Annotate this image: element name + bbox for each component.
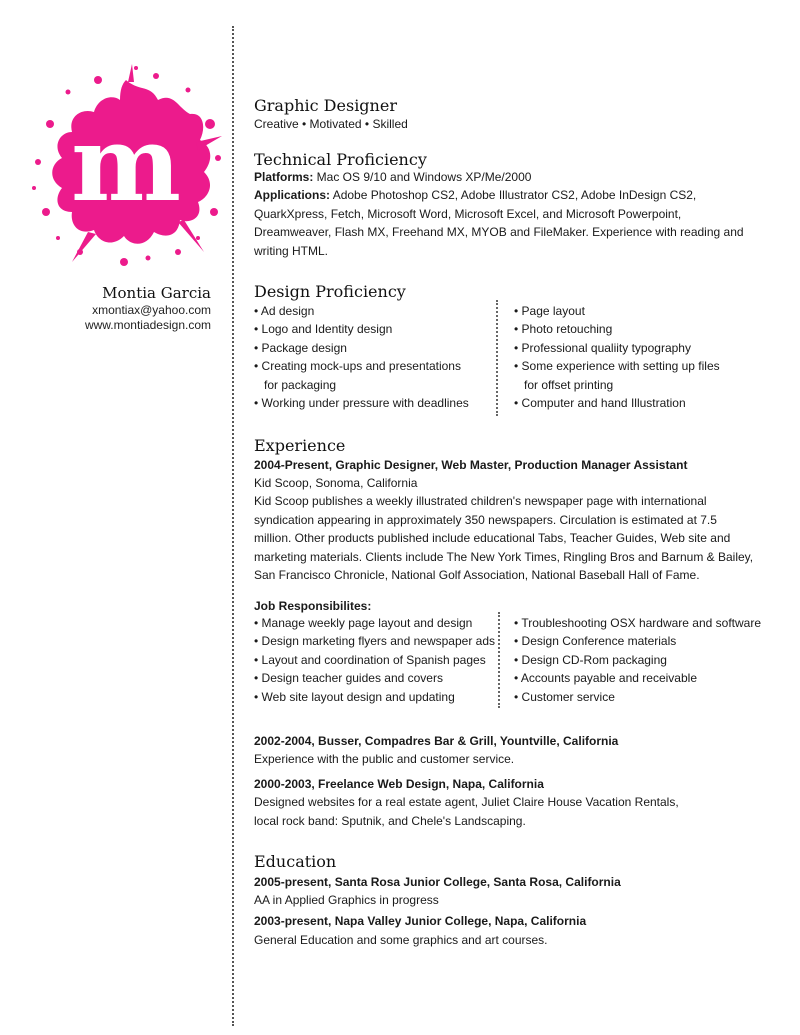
list-item: • Working under pressure with deadlines xyxy=(254,396,469,411)
list-item: • Manage weekly page layout and design xyxy=(254,616,473,630)
responsibilities-heading: Job Responsibilites: xyxy=(254,599,372,613)
list-item: • Accounts payable and receivable xyxy=(514,671,697,686)
job3-title: 2000-2003, Freelance Web Design, Napa, California xyxy=(254,777,544,791)
list-item: for offset printing xyxy=(514,377,614,392)
edu2-title: 2003-present, Napa Valley Junior College, Napa, California xyxy=(254,914,587,928)
list-item: • Design CD-Rom packaging xyxy=(514,652,667,667)
education-heading: Education xyxy=(254,852,337,871)
list-item: • Photo retouching xyxy=(514,322,613,337)
list-item: • Page layout xyxy=(514,304,585,318)
list-item: • Troubleshooting OSX hardware and software xyxy=(514,616,762,630)
column-divider xyxy=(496,300,498,416)
person-name: Montia Garcia xyxy=(102,284,211,302)
list-item: • Layout and coordination of Spanish pages xyxy=(254,652,486,667)
list-item: • Computer and hand Illustration xyxy=(514,396,686,411)
edu1-title: 2005-present, Santa Rosa Junior College, Santa Rosa, California xyxy=(254,875,621,889)
tagline: Creative • Motivated • Skilled xyxy=(254,117,408,131)
job1-title: 2004-Present, Graphic Designer, Web Master, Production Manager Assistant xyxy=(254,458,688,472)
edu2-description: General Education and some graphics and art courses. xyxy=(254,933,548,947)
column-divider xyxy=(498,612,500,708)
vertical-divider xyxy=(232,26,234,1026)
responsibilities-list-left xyxy=(254,614,495,706)
applications-value: Adobe Photoshop CS2, Adobe Illustrator CS2, Adobe InDesign CS2, QuarkXpress, Fetch, Microsoft Word, Microsoft Excel, and Microsoft Powerpoint, Dreamweaver, Flash MX, Freehand MX, MYOB and FileMaker. Experience with reading and writing HTML. xyxy=(254,188,744,258)
platforms-value: Mac OS 9/10 and Windows XP/Me/2000 xyxy=(313,170,532,184)
website-url: www.montiadesign.com xyxy=(84,318,211,332)
list-item: • Design teacher guides and covers xyxy=(254,671,443,686)
list-item: • Package design xyxy=(254,340,347,355)
list-item: • Some experience with setting up files xyxy=(514,359,720,374)
list-item: for packaging xyxy=(254,377,337,392)
list-item: • Logo and Identity design xyxy=(254,322,393,337)
applications-label: Applications: xyxy=(254,188,331,202)
job1-description: Kid Scoop publishes a weekly illustrated children's newspaper page with international syndication appearing in approximately 350 newspapers. Circulation is estimated at 7.5 million. Other products published include educational Tabs, Teacher Guides, Web site and marketing materials. Clients include The New York Times, Ringling Bros and Barnum & Bailey, San Francisco Chronicle, National Golf Association, National Baseball Hall of Fame. xyxy=(254,494,754,583)
job1-company: Kid Scoop, Sonoma, California xyxy=(254,476,418,490)
job3-description: Designed websites for a real estate agent, Juliet Claire House Vacation Rentals, local rock band: Sputnik, and Chele's Landscaping. xyxy=(254,795,679,828)
design-heading: Design Proficiency xyxy=(254,282,406,301)
edu1-description: AA in Applied Graphics in progress xyxy=(254,893,439,907)
list-item: • Design marketing flyers and newspaper ads xyxy=(254,634,495,649)
list-item: • Ad design xyxy=(254,304,315,318)
logo-letter: m xyxy=(70,102,182,225)
platforms-label: Platforms: xyxy=(254,170,314,184)
platforms-line xyxy=(254,168,744,187)
technical-heading: Technical Proficiency xyxy=(254,150,427,169)
logo-splat-icon xyxy=(28,62,224,272)
list-item: • Web site layout design and updating xyxy=(254,689,455,704)
experience-heading: Experience xyxy=(254,436,346,455)
list-item: • Customer service xyxy=(514,689,615,704)
list-item: • Design Conference materials xyxy=(514,634,677,649)
list-item: • Professional qualiity typography xyxy=(514,340,691,355)
email-address: xmontiax@yahoo.com xyxy=(92,303,211,317)
responsibilities-list-right xyxy=(514,614,761,706)
job-title-heading: Graphic Designer xyxy=(254,96,397,115)
job2-description: Experience with the public and customer service. xyxy=(254,752,515,766)
job2-title: 2002-2004, Busser, Compadres Bar & Grill, Yountville, California xyxy=(254,734,619,748)
list-item: • Creating mock-ups and presentations xyxy=(254,359,461,374)
applications-paragraph xyxy=(254,186,746,260)
design-list-left xyxy=(254,302,469,412)
design-list-right xyxy=(514,302,720,412)
